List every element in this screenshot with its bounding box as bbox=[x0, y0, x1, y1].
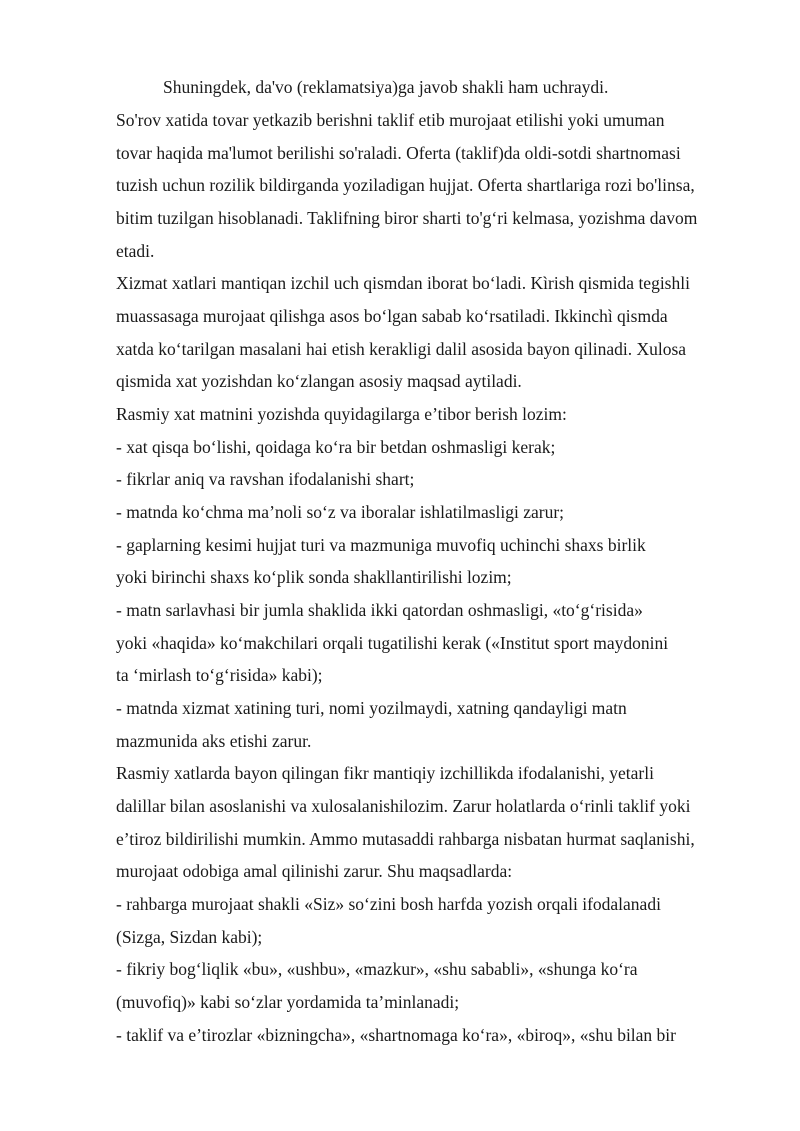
list-item: - fikriy bog‘liqlik «bu», «ushbu», «mazkur», «shu sababli», «shunga ko‘ra bbox=[116, 959, 638, 979]
text-line: yoki «haqida» ko‘makchilari orqali tugatilishi kerak («Institut sport maydonini bbox=[116, 633, 669, 653]
text-line: qismida xat yozishdan ko‘zlangan asosiy maqsad aytiladi. bbox=[116, 371, 522, 391]
text-line: etadi. bbox=[116, 241, 155, 261]
list-item: - xat qisqa bo‘lishi, qoidaga ko‘ra bir betdan oshmasligi kerak; bbox=[116, 437, 556, 457]
text-line: xatda ko‘tarilgan masalani hai etish kerakligi dalil asosida bayon qilinadi. Xulosa bbox=[116, 339, 687, 359]
text-line: dalillar bilan asoslanishi va xulosalanishilozim. Zarur holatlarda o‘rinli taklif yoki bbox=[116, 796, 691, 816]
list-item: - matn sarlavhasi bir jumla shaklida ikki qatordan oshmasligi, «to‘g‘risida» bbox=[116, 600, 643, 620]
text-line: tovar haqida ma'lumot berilishi so'raladi. Oferta (taklif)da oldi-sotdi shartnomasi bbox=[116, 143, 681, 163]
text-line: mazmunida aks etishi zarur. bbox=[116, 731, 312, 751]
text-line: So'rov xatida tovar yetkazib berishni taklif etib murojaat etilishi yoki umuman bbox=[116, 110, 665, 130]
text-line: Rasmiy xatlarda bayon qilingan fikr mantiqiy izchillikda ifodalanishi, yetarli bbox=[116, 763, 654, 783]
list-item: - rahbarga murojaat shakli «Siz» so‘zini bosh harfda yozish orqali ifodalanadi bbox=[116, 894, 661, 914]
list-item: - taklif va e’tirozlar «bizningcha», «shartnomaga ko‘ra», «biroq», «shu bilan bir bbox=[116, 1025, 676, 1045]
text-line: tuzish uchun rozilik bildirganda yoziladigan hujjat. Oferta shartlariga rozi bo'linsa, bbox=[116, 175, 695, 195]
text-line: (muvofiq)» kabi so‘zlar yordamida ta’minlanadi; bbox=[116, 992, 460, 1012]
list-item: - fikrlar aniq va ravshan ifodalanishi shart; bbox=[116, 469, 415, 489]
text-line: e’tiroz bildirilishi mumkin. Ammo mutasaddi rahbarga nisbatan hurmat saqlanishi, bbox=[116, 829, 695, 849]
text-line: murojaat odobiga amal qilinishi zarur. Shu maqsadlarda: bbox=[116, 861, 513, 881]
list-item: - gaplarning kesimi hujjat turi va mazmuniga muvofiq uchinchi shaxs birlik bbox=[116, 535, 646, 555]
text-line: ta ‘mirlash to‘g‘risida» kabi); bbox=[116, 665, 323, 685]
text-line: yoki birinchi shaxs ko‘plik sonda shakllantirilishi lozim; bbox=[116, 567, 512, 587]
text-line: muassasaga murojaat qilishga asos bo‘lgan sabab ko‘rsatiladi. Ikkinchì qismda bbox=[116, 306, 668, 326]
text-line: Shuningdek, da'vo (reklamatsiya)ga javob shakli ham uchraydi. bbox=[163, 77, 609, 97]
list-item: - matnda xizmat xatining turi, nomi yozilmaydi, xatning qandayligi matn bbox=[116, 698, 627, 718]
text-line: bitim tuzilgan hisoblanadi. Taklifning biror sharti to'g‘ri kelmasa, yozishma davom bbox=[116, 208, 698, 228]
text-line: (Sizga, Sizdan kabi); bbox=[116, 927, 263, 947]
text-line: Rasmiy xat matnini yozishda quyidagilarga e’tibor berish lozim: bbox=[116, 404, 567, 424]
text-line: Xizmat xatlari mantiqan izchil uch qismdan iborat bo‘ladi. Kìrish qismida tegishli bbox=[116, 273, 690, 293]
list-item: - matnda ko‘chma ma’noli so‘z va iboralar ishlatilmasligi zarur; bbox=[116, 502, 565, 522]
